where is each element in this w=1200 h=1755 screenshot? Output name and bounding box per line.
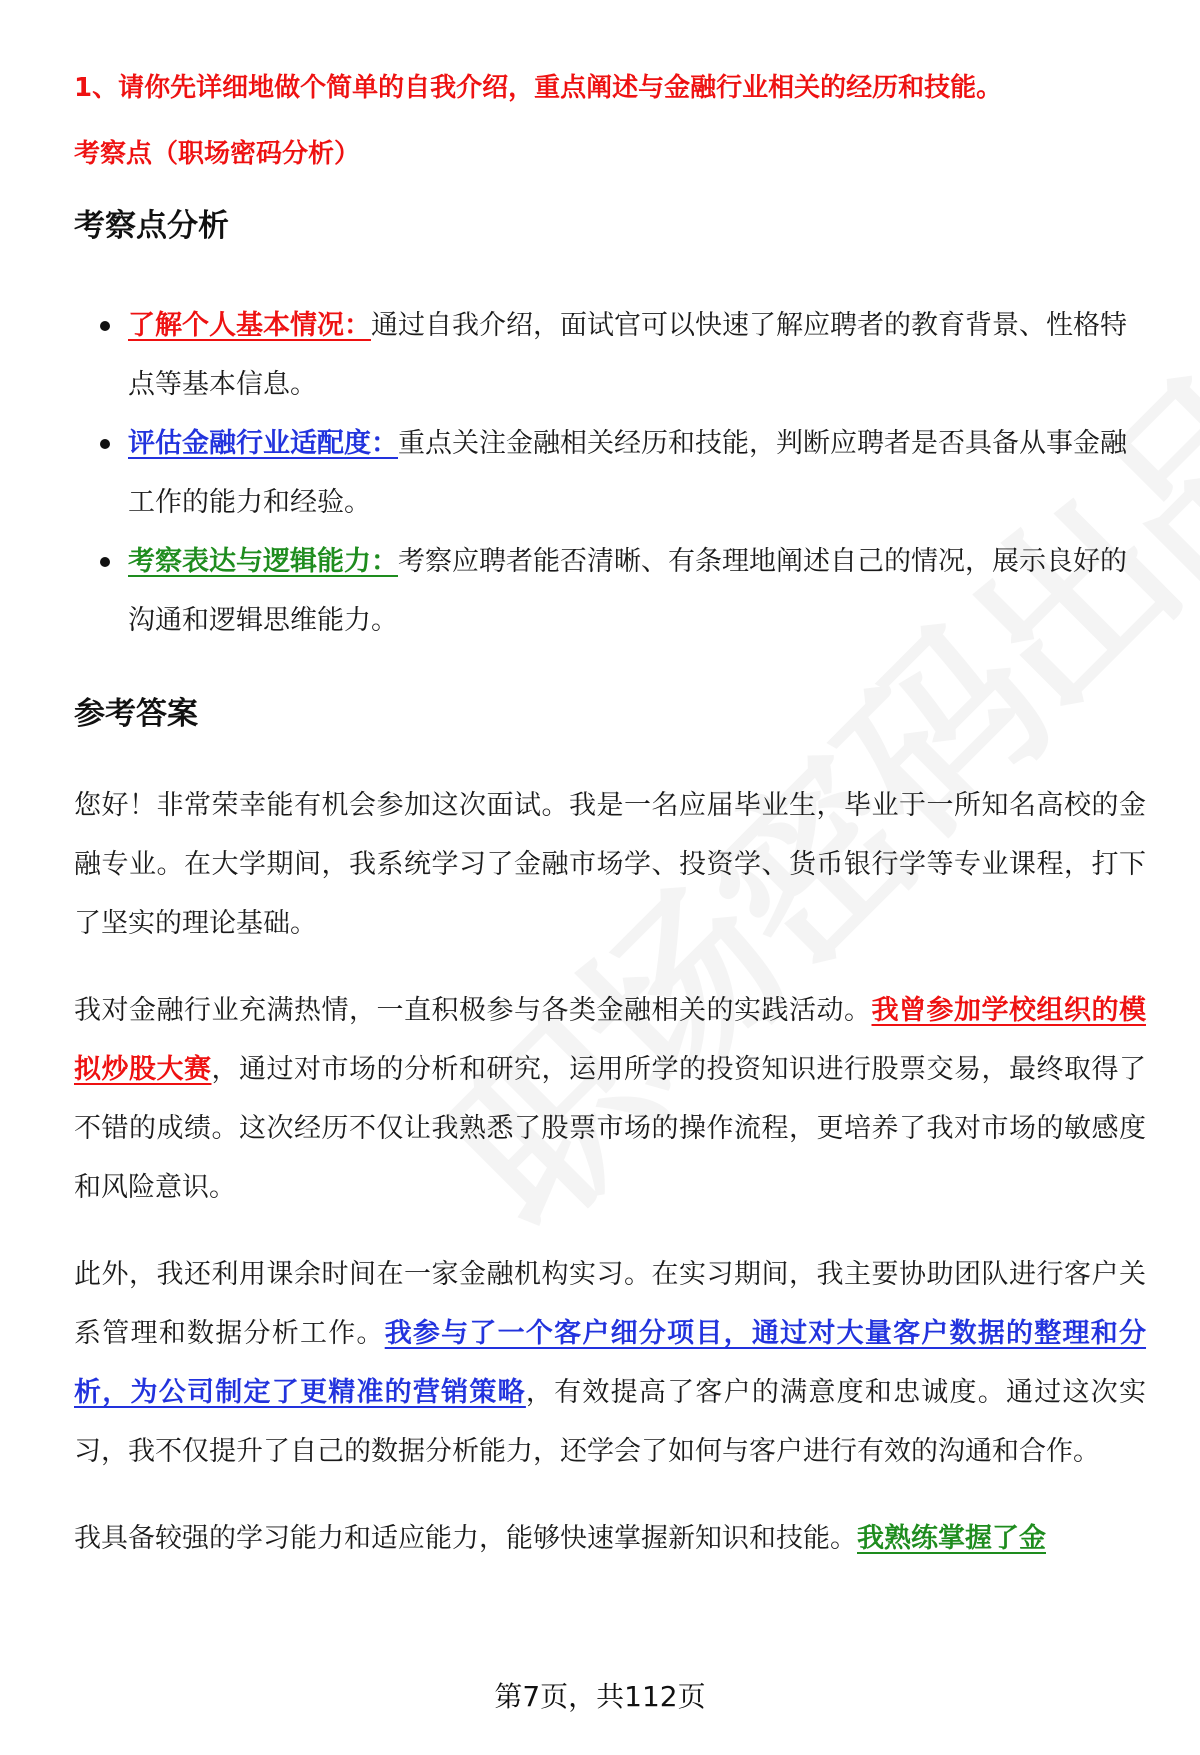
highlight-text: 我参与了一个客户细分项目，通过对大量客户数据的整理和分析，为公司制定了更精准的营销策略 [74,1318,1147,1408]
analysis-list [74,296,1146,650]
bullet-text: 重点关注金融相关经历和技能，判断应聘者是否具备从事金融工作的能力和经验。 [128,428,1127,518]
paragraph-text: 我具备较强的学习能力和适应能力，能够快速掌握新知识和技能。 [74,1523,857,1554]
bullet-dot-icon [100,557,110,567]
bullet-keyword: 评估金融行业适配度： [128,428,398,459]
bullet-keyword: 了解个人基本情况： [128,310,371,341]
highlight-text: 我曾参加学校组织的模拟炒股大赛 [74,995,1146,1085]
analysis-heading: 考察点分析 [74,208,229,244]
paragraph-text: ，通过对市场的分析和研究，运用所学的投资知识进行股票交易，最终取得了不错的成绩。这次经历不仅让我熟悉了股票市场的操作流程，更培养了我对市场的敏感度和风险意识。 [74,1054,1146,1203]
question-title: 1、请你先详细地做个简单的自我介绍，重点阐述与金融行业相关的经历和技能。 [74,73,1003,103]
highlight-text: 我熟练掌握了金 [857,1523,1046,1554]
paragraph-text: 您好！非常荣幸能有机会参加这次面试。我是一名应届毕业生，毕业于一所知名高校的金融专业。在大学期间，我系统学习了金融市场学、投资学、货币银行学等专业课程，打下了坚实的理论基础。 [74,790,1146,939]
bullet-keyword: 考察表达与逻辑能力： [128,546,398,577]
list-item [74,532,1146,650]
bullet-text: 通过自我介绍，面试官可以快速了解应聘者的教育背景、性格特点等基本信息。 [128,310,1127,400]
answer-heading: 参考答案 [74,696,198,732]
list-item [74,414,1146,532]
bullet-dot-icon [100,321,110,331]
paragraph-text: ，有效提高了客户的满意度和忠诚度。通过这次实习，我不仅提升了自己的数据分析能力，还学会了如何与客户进行有效的沟通和合作。 [74,1377,1147,1467]
answer-paragraph-4 [74,1509,1146,1568]
paragraph-text: 我对金融行业充满热情，一直积极参与各类金融相关的实践活动。 [74,995,872,1026]
answer-paragraph-3 [74,1245,1146,1481]
bullet-dot-icon [100,439,110,449]
list-item [74,296,1146,414]
paragraph-text: 此外，我还利用课余时间在一家金融机构实习。在实习期间，我主要协助团队进行客户关系管理和数据分析工作。 [74,1259,1146,1349]
page-content [74,70,1146,1568]
bullet-text: 考察应聘者能否清晰、有条理地阐述自己的情况，展示良好的沟通和逻辑思维能力。 [128,546,1127,636]
answer-paragraph-1 [74,776,1146,953]
question-subtitle: 考察点（职场密码分析） [74,139,361,169]
page-number: 第7页，共112页 [494,1680,706,1713]
answer-paragraph-2 [74,981,1146,1217]
